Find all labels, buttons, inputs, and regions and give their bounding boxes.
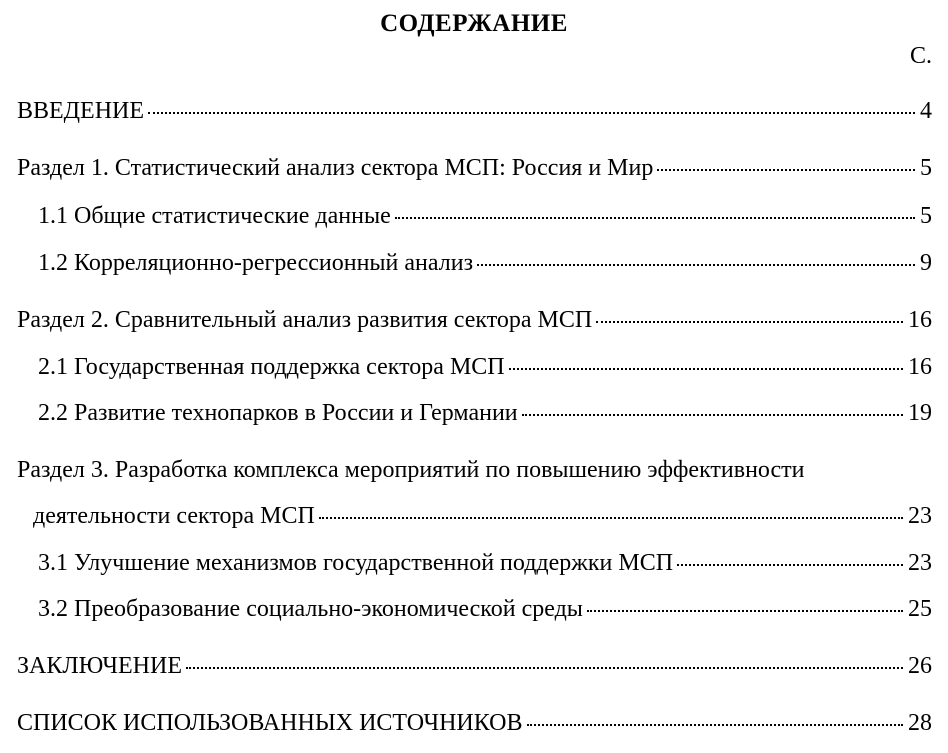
- dot-leader: [587, 610, 903, 612]
- toc-entry-2-1[interactable]: [0, 352, 948, 386]
- toc-entry-introduction[interactable]: [0, 96, 948, 130]
- toc-entry-label: 3.1 Улучшение механизмов государственной поддержки МСП: [38, 550, 674, 576]
- toc-title: СОДЕРЖАНИЕ: [380, 10, 568, 37]
- toc-entry-page: 26: [908, 653, 932, 679]
- toc-entry-page: 16: [908, 354, 932, 380]
- toc-entry-page: 25: [908, 596, 932, 622]
- dot-leader: [477, 264, 915, 266]
- toc-entry-label: СПИСОК ИСПОЛЬЗОВАННЫХ ИСТОЧНИКОВ: [17, 710, 523, 736]
- toc-entry-label: Раздел 2. Сравнительный анализ развития сектора МСП: [17, 307, 593, 333]
- toc-entry-label: 3.2 Преобразование социально-экономической среды: [38, 596, 583, 622]
- toc-entry-section-2[interactable]: [0, 305, 948, 339]
- dot-leader: [522, 414, 903, 416]
- toc-entry-3-1[interactable]: [0, 548, 948, 582]
- toc-entry-1-2[interactable]: [0, 248, 948, 282]
- toc-entry-3-2[interactable]: [0, 594, 948, 628]
- dot-leader: [319, 517, 903, 519]
- toc-entry-label: 1.1 Общие статистические данные: [38, 203, 391, 229]
- toc-entry-label: ЗАКЛЮЧЕНИЕ: [17, 653, 182, 679]
- toc-entry-page: 5: [920, 203, 932, 229]
- toc-entry-conclusion[interactable]: [0, 651, 948, 685]
- dot-leader: [527, 724, 903, 726]
- toc-entry-references[interactable]: [0, 708, 948, 742]
- toc-entry-label: деятельности сектора МСП: [33, 503, 315, 529]
- toc-entry-1-1[interactable]: [0, 201, 948, 235]
- dot-leader: [395, 217, 915, 219]
- toc-entry-page: 5: [920, 155, 932, 181]
- page-column-header: С.: [909, 43, 932, 69]
- dot-leader: [596, 321, 903, 323]
- toc-entry-page: 9: [920, 250, 932, 276]
- dot-leader: [509, 368, 903, 370]
- toc-entry-page: 23: [908, 503, 932, 529]
- toc-entry-page: 16: [908, 307, 932, 333]
- toc-entry-label: 1.2 Корреляционно-регрессионный анализ: [38, 250, 474, 276]
- dot-leader: [148, 112, 915, 114]
- toc-entry-page: 23: [908, 550, 932, 576]
- dot-leader: [186, 667, 903, 669]
- toc-entry-label: 2.2 Развитие технопарков в России и Германии: [38, 400, 518, 426]
- toc-entry-section-1[interactable]: [0, 153, 948, 187]
- dot-leader: [657, 169, 915, 171]
- toc-entry-label: 2.1 Государственная поддержка сектора МСП: [38, 354, 505, 380]
- toc-entry-section-3[interactable]: [0, 501, 948, 535]
- dot-leader: [677, 564, 903, 566]
- toc-entry-section-3-line1[interactable]: Раздел 3. Разработка комплекса мероприятий по повышению эффективности: [17, 457, 805, 483]
- toc-entry-page: 28: [908, 710, 932, 736]
- toc-entry-page: 19: [908, 400, 932, 426]
- toc-entry-label: Раздел 1. Статистический анализ сектора МСП: Россия и Мир: [17, 155, 654, 181]
- toc-entry-label: ВВЕДЕНИЕ: [17, 98, 145, 124]
- toc-entry-2-2[interactable]: [0, 398, 948, 432]
- toc-entry-page: 4: [920, 98, 932, 124]
